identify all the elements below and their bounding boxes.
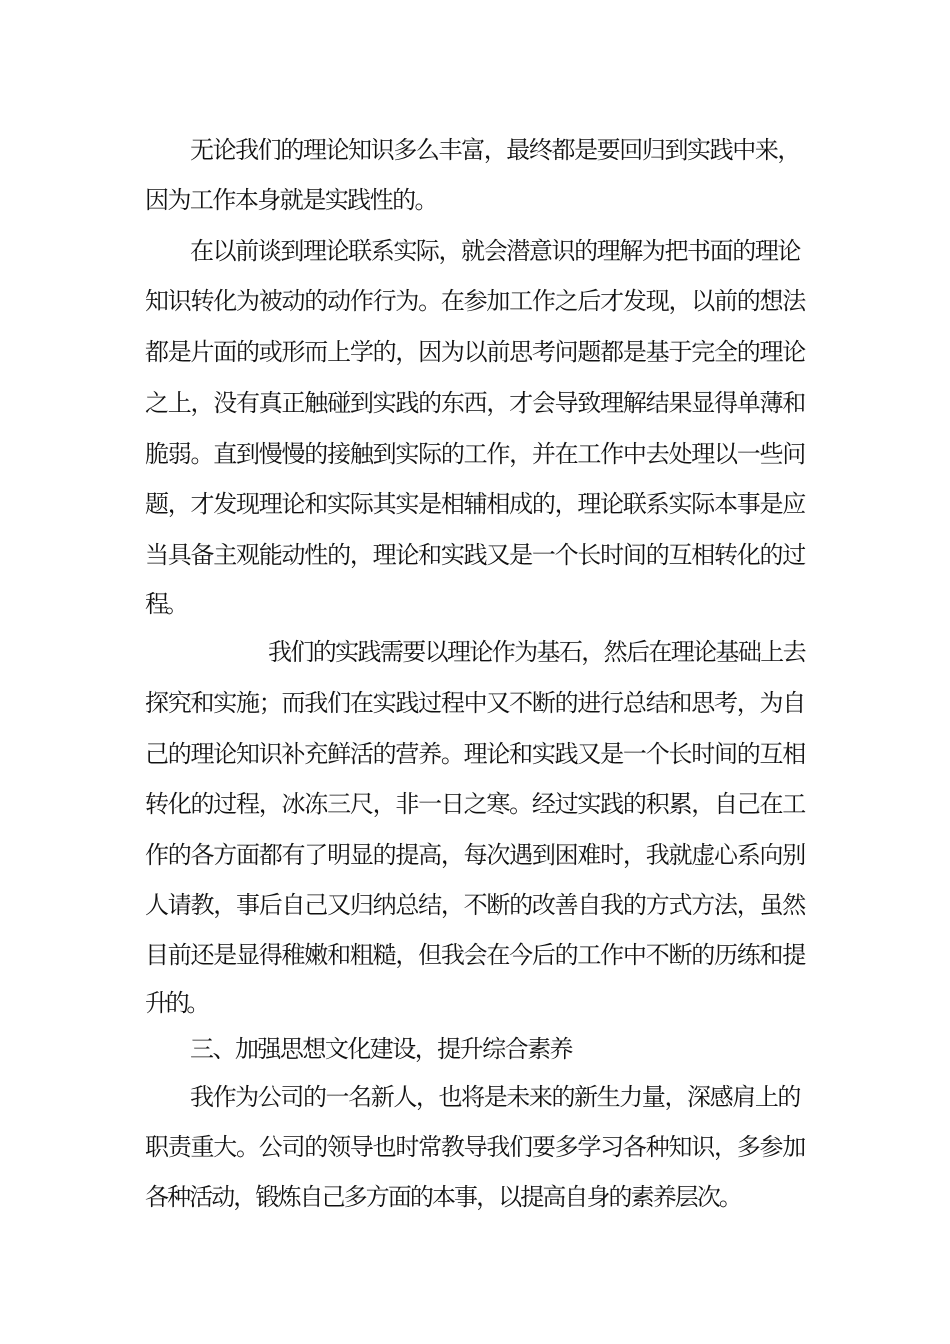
text-line: 题，才发现理论和实际其实是相辅相成的，理论联系实际本事是应 bbox=[145, 490, 806, 518]
text-line: 都是片面的或形而上学的，因为以前思考问题都是基于完全的理论 bbox=[145, 338, 806, 366]
text-line: 职责重大。公司的领导也时常教导我们要多学习各种知识，多参加 bbox=[145, 1133, 806, 1161]
text-line: 知识转化为被动的动作行为。在参加工作之后才发现，以前的想法 bbox=[145, 287, 806, 315]
text-line: 程。 bbox=[145, 590, 185, 618]
text-line: 我们的实践需要以理论作为基石，然后在理论基础上去 bbox=[268, 638, 805, 666]
paragraph-5-line-2 bbox=[0, 1127, 950, 1167]
paragraph-3-line-5 bbox=[0, 835, 950, 875]
text-line: 无论我们的理论知识多么丰富，最终都是要回归到实践中来， bbox=[190, 136, 801, 164]
paragraph-2-line-1 bbox=[0, 231, 950, 271]
paragraph-5-line-3 bbox=[0, 1177, 950, 1217]
paragraph-3-line-1 bbox=[0, 632, 950, 672]
text-line: 脆弱。直到慢慢的接触到实际的工作，并在工作中去处理以一些问 bbox=[145, 440, 806, 468]
paragraph-5-line-1 bbox=[0, 1077, 950, 1117]
text-line: 升的。 bbox=[145, 989, 208, 1017]
paragraph-3-line-3 bbox=[0, 734, 950, 774]
paragraph-1-line-2 bbox=[0, 180, 950, 220]
text-line: 人请教，事后自己又归纳总结，不断的改善自我的方式方法，虽然 bbox=[145, 891, 806, 919]
paragraph-1-line-1 bbox=[0, 130, 950, 170]
text-line: 探究和实施；而我们在实践过程中又不断的进行总结和思考，为自 bbox=[145, 689, 806, 717]
paragraph-2-line-8 bbox=[0, 584, 950, 624]
paragraph-2-line-2 bbox=[0, 281, 950, 321]
text-line: 在以前谈到理论联系实际，就会潜意识的理解为把书面的理论 bbox=[190, 237, 801, 265]
text-line: 己的理论知识补充鲜活的营养。理论和实践又是一个长时间的互相 bbox=[145, 740, 806, 768]
paragraph-2-line-4 bbox=[0, 383, 950, 423]
paragraph-2-line-5 bbox=[0, 434, 950, 474]
text-line: 当具备主观能动性的，理论和实践又是一个长时间的互相转化的过 bbox=[145, 541, 806, 569]
paragraph-3-line-7 bbox=[0, 935, 950, 975]
text-line: 作的各方面都有了明显的提高，每次遇到困难时，我就虚心系向别 bbox=[145, 841, 806, 869]
text-line: 之上，没有真正触碰到实践的东西，才会导致理解结果显得单薄和 bbox=[145, 389, 806, 417]
section-heading-text: 三、加强思想文化建设，提升综合素养 bbox=[190, 1035, 573, 1063]
paragraph-2-line-3 bbox=[0, 332, 950, 372]
section-heading bbox=[0, 1029, 950, 1069]
paragraph-2-line-7 bbox=[0, 535, 950, 575]
text-line: 因为工作本身就是实践性的。 bbox=[145, 186, 438, 214]
text-line: 转化的过程，冰冻三尺，非一日之寒。经过实践的积累，自己在工 bbox=[145, 790, 806, 818]
paragraph-3-line-4 bbox=[0, 784, 950, 824]
paragraph-2-line-6 bbox=[0, 484, 950, 524]
paragraph-3-line-8 bbox=[0, 983, 950, 1023]
paragraph-3-line-6 bbox=[0, 885, 950, 925]
text-line: 各种活动，锻炼自己多方面的本事，以提高自身的素养层次。 bbox=[145, 1183, 741, 1211]
paragraph-3-line-2 bbox=[0, 683, 950, 723]
text-line: 目前还是显得稚嫩和粗糙，但我会在今后的工作中不断的历练和提 bbox=[145, 941, 806, 969]
text-line: 我作为公司的一名新人，也将是未来的新生力量，深感肩上的 bbox=[190, 1083, 801, 1111]
